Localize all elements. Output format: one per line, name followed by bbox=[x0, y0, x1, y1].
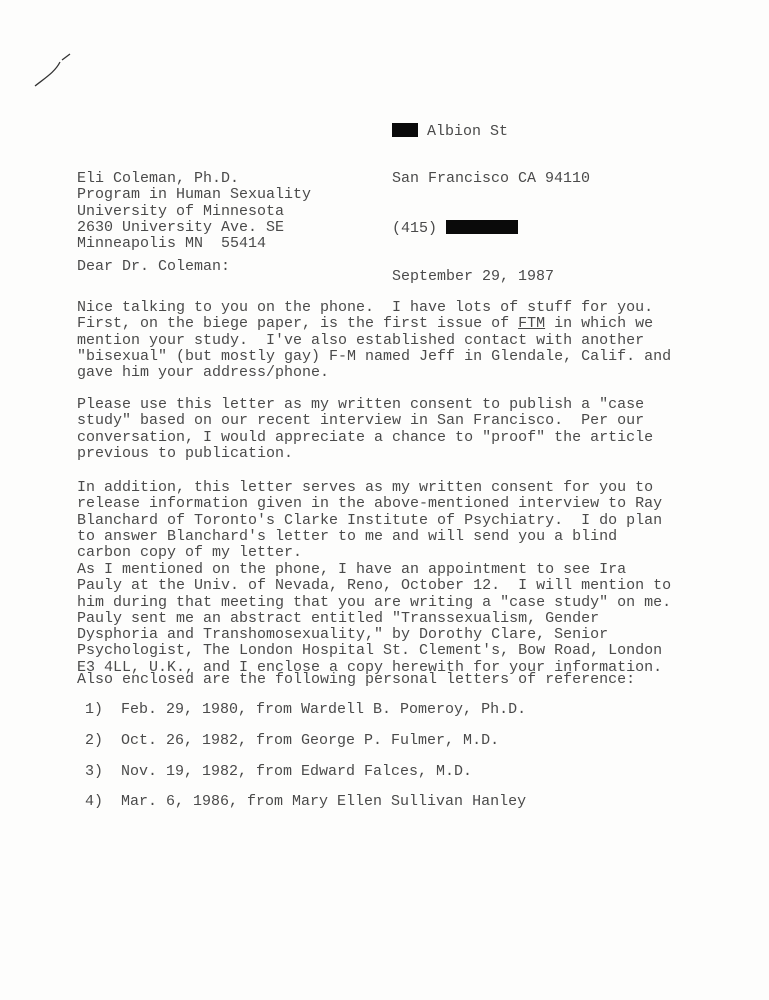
text-line: E3 4LL, U.K., and I enclose a copy herewith for your information. bbox=[77, 658, 663, 676]
text-line: Nice talking to you on the phone. I have lots of stuff for you. bbox=[77, 299, 654, 316]
text-line: Please use this letter as my written consent to publish a "case bbox=[77, 396, 645, 413]
redaction-box bbox=[392, 123, 418, 137]
reference-list-item: 1) Feb. 29, 1980, from Wardell B. Pomeroy, Ph.D. bbox=[85, 701, 527, 718]
text-line: Psychologist, The London Hospital St. Clement's, Bow Road, London bbox=[77, 642, 663, 660]
text-line: "bisexual" (but mostly gay) F-M named Jeff in Glendale, Calif. and bbox=[77, 347, 672, 365]
redaction-box bbox=[446, 220, 518, 234]
text-line: Blanchard of Toronto's Clarke Institute of Psychiatry. I do plan bbox=[77, 511, 663, 529]
text-line: Minneapolis MN 55414 bbox=[77, 235, 267, 253]
sender-address bbox=[392, 90, 590, 302]
recipient-address bbox=[77, 171, 311, 252]
body-paragraph bbox=[77, 480, 662, 561]
text-line: gave him your address/phone. bbox=[77, 364, 330, 382]
body-paragraph bbox=[77, 672, 635, 688]
text-line: Program in Human Sexuality bbox=[77, 186, 312, 204]
pen-mark bbox=[30, 50, 75, 90]
body-paragraph bbox=[77, 397, 653, 462]
text-line: 2630 University Ave. SE bbox=[77, 218, 285, 236]
text-line: conversation, I would appreciate a chance to "proof" the article bbox=[77, 428, 654, 446]
text-line: Eli Coleman, Ph.D. bbox=[77, 170, 240, 187]
text-line: release information given in the above-mentioned interview to Ray bbox=[77, 495, 663, 513]
text-line: to answer Blanchard's letter to me and will send you a blind bbox=[77, 527, 618, 545]
text-line: carbon copy of my letter. bbox=[77, 544, 303, 562]
reference-list-item: 4) Mar. 6, 1986, from Mary Ellen Sullivan Hanley bbox=[85, 793, 527, 810]
text-segment: in which we bbox=[545, 315, 654, 333]
reference-list-item: 3) Nov. 19, 1982, from Edward Falces, M.D. bbox=[85, 763, 473, 780]
sender-phone-prefix: (415) bbox=[392, 220, 438, 238]
text-line: mention your study. I've also established contact with another bbox=[77, 331, 645, 349]
sender-street: Albion St bbox=[427, 122, 509, 140]
text-line: Also enclosed are the following personal letters of reference: bbox=[77, 671, 636, 688]
sender-street-line bbox=[392, 123, 590, 139]
text-line: him during that meeting that you are writing a "case study" on me. bbox=[77, 593, 672, 611]
text-line: Pauly sent me an abstract entitled "Transsexualism, Gender bbox=[77, 609, 600, 627]
sender-city: San Francisco CA 94110 bbox=[392, 170, 591, 188]
text-line: Pauly at the Univ. of Nevada, Reno, October 12. I will mention to bbox=[77, 577, 672, 595]
letter-date: September 29, 1987 bbox=[392, 268, 555, 286]
body-paragraph bbox=[77, 562, 671, 676]
text-line: previous to publication. bbox=[77, 444, 294, 462]
reference-list-item: 2) Oct. 26, 1982, from George P. Fulmer, M.D. bbox=[85, 732, 500, 749]
text-line: As I mentioned on the phone, I have an appointment to see Ira bbox=[77, 561, 627, 578]
text-segment: First, on the biege paper, is the first issue of bbox=[77, 315, 519, 333]
underlined-title: FTM bbox=[518, 315, 546, 333]
text-line bbox=[77, 316, 671, 332]
salutation: Dear Dr. Coleman: bbox=[77, 258, 231, 275]
text-line: In addition, this letter serves as my written consent for you to bbox=[77, 479, 654, 496]
text-line: University of Minnesota bbox=[77, 202, 285, 220]
sender-phone-line bbox=[392, 220, 590, 236]
text-line: study" based on our recent interview in San Francisco. Per our bbox=[77, 412, 645, 430]
body-paragraph bbox=[77, 300, 671, 381]
text-line: Dysphoria and Transhomosexuality," by Dorothy Clare, Senior bbox=[77, 626, 609, 644]
